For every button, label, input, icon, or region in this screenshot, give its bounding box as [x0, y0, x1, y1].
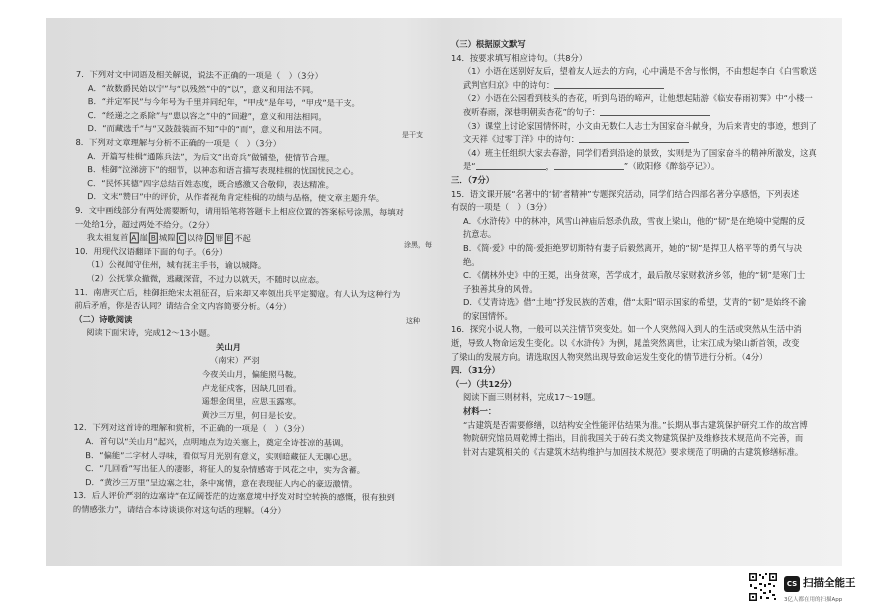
question-15: 15．语文课开展“名著中的‘韧’者精神”专题探究活动，同学们结合四部名著分享感悟，下列表述有误的一项是（ ）（3分）: [451, 188, 800, 213]
material-one-text: “古建筑是否需要修缮，以结构安全性能评估结果为准。”长期从事古建筑保护研究工作的故宫博物院研究馆员周乾博士指出，目前我国关于砖石类文物建筑保护及维修技术规范尚不完善，而针对古建筑相关的《古建筑木结构维护与加固技术规范》要求规范了明确的古建筑修缮标准。: [463, 419, 808, 457]
question-9: 9．文中画线部分有两处需要断句，请用铅笔将答题卡上相应位置的答案标号涂黑，每填对一处给1分，超过两处不给分。（2分）: [74, 204, 404, 230]
margin-note-3: 这种: [406, 317, 420, 325]
part-one-heading: （一）（共12分）: [451, 378, 517, 389]
question-14: 14．按要求填写相应诗句。（共8分）: [451, 52, 588, 63]
poem-line-2: 卢龙征戍客，因缺几回看。: [201, 382, 302, 394]
question-12: 12．下列对这首诗的理解和赏析，不正确的一项是（ ）（3分）: [73, 422, 310, 435]
q8-option-d: D．文末“赞曰”中的评价，从作者视角肯定桂楫的功绩与品格，使文章主题升华。: [87, 191, 385, 204]
q9-box-a: A: [129, 233, 138, 244]
q12-option-b: B．“偏能”二字材人寻味，看似写月光别有意义，实则暗藏征人无聊心思。: [85, 449, 357, 462]
poem-line-4: 黄沙三万里，何日是长安。: [201, 409, 302, 421]
q12-option-a: A．首句以“关山月”起兴，点明地点为边关塞上，奠定全诗苍凉的基调。: [85, 436, 349, 448]
q12-option-d: D．“黄沙三万里”呈边塞之壮，条中寓情，意在表现征人内心的豪迈激情。: [85, 476, 358, 489]
qr-code-icon: [748, 572, 778, 602]
reading-intro: 阅读下面三则材料，完成17～19题。: [463, 392, 601, 403]
left-column: [73, 68, 421, 519]
q9-box-d: D: [204, 233, 214, 244]
q14-item-1: （1）小语在送别好友后，望着友人远去的方向，心中满是不舍与怅惘，不由想起李白《白雪歌送武判官归京》中的诗句：: [463, 66, 817, 90]
question-13: 13．后人评价严羽的边塞诗“在辽阔苍茫的边塞意境中抒发对时空转换的感慨，很有独到的情感张力”，请结合本诗谈谈你对这句话的理解。（4分）: [72, 490, 395, 516]
q8-option-c: C．“民怀其德”四字总结百姓态度，既合感激又合敬仰，表达精准。: [87, 177, 334, 190]
q7-option-b: B．“并定军民”与今年号为千里并同纪年，“甲戌”是年号，“甲戌”是干支。: [87, 96, 360, 109]
q15-option-a: A．《水浒传》中的林冲，风雪山神庙后怒杀仇敌，雪夜上梁山，他的“韧”是在绝境中觉醒的反抗意志。: [463, 215, 806, 240]
camscanner-logo-icon: CS: [784, 576, 800, 592]
poetry-intro: 阅读下面宋诗，完成12～13小题。: [86, 327, 216, 339]
q9-box-c: C: [176, 233, 185, 244]
section-four-heading: 四．（31分）: [451, 365, 500, 376]
q14-item-2: （2）小语在公园看到枝头的杏花，听到鸟语的啼声，让他想起陆游《临安春雨初霁》中“小楼一夜听春雨，深巷明朝卖杏花”的句子：: [463, 93, 813, 117]
margin-note-1: 是干支: [402, 131, 423, 139]
question-7: 7．下列对文中词语及相关解说，说法不正确的一项是（ ）（3分）: [75, 68, 324, 81]
poem-author: （南宋）严羽: [209, 355, 260, 366]
brand-name: 扫描全能王: [803, 577, 856, 589]
q14-item-3: （3）课堂上讨论家国情怀时，小文由无数仁人志士为国家奋斗献身，为后来青史的事迹，想到了文天祥《过零丁洋》中的诗句：: [463, 120, 817, 145]
q9-box-b: B: [149, 233, 158, 244]
poem-line-1: 今夜关山月，偏能照马鞍。: [201, 368, 302, 380]
brand-tagline: 3亿人都在用的扫描App: [784, 597, 843, 603]
camscanner-watermark: [748, 572, 860, 608]
q10-item-2: （2）公抚掌众撤微，逃藏深营，不过力以就天，不随时以应态。: [86, 272, 325, 285]
section-three-heading: 三．（7分）: [451, 174, 495, 185]
right-column: [451, 38, 816, 459]
q15-option-c: C．《儒林外史》中的王冕，出身贫寒，苦学成才，最后散尽家财救济乡邻，他的“韧”是寒门士子独善其身的风骨。: [463, 270, 806, 294]
question-8: 8．下列对文章理解与分析不正确的一项是（ ）（3分）: [75, 136, 282, 149]
q14-item-4: （4）班主任组织大家去春游，同学们看到沿途的景致，实则是为了国家奋斗的精神所激发，这真是“ ， ”（欧阳修《醉翁亭记》）。: [463, 147, 817, 172]
q14-4-blank-a[interactable]: [476, 160, 546, 170]
scanned-exam-page: [46, 18, 842, 566]
q9-box-e: E: [224, 233, 233, 244]
material-one-label: 材料一：: [463, 406, 497, 417]
poetry-section-heading: （二）诗歌阅读: [74, 313, 133, 325]
q14-3-blank[interactable]: [579, 133, 689, 143]
q7-option-c: C．“经递之之系除”与“患以容之”中的“回避”，意义和用法相同。: [87, 109, 327, 122]
poem-line-3: 遥想金闺里，应思玉露寒。: [201, 396, 302, 407]
recitation-section-heading: （三）根据原文默写: [451, 39, 526, 49]
q14-1-blank[interactable]: [554, 79, 664, 89]
question-16: 16．探究小说人物，一般可以关注情节突变处。如一个人突然闯入到人的生活或突然从生活中消逝，导致人物命运发生变化。以《水浒传》为例，晁盖突然离世，让宋江成为梁山新首领，改变了梁山的发展方向。请选取因人物突然出现导致命运发生变化的情节进行分析。（4分）: [451, 324, 802, 362]
poem-title: 关山月: [216, 341, 241, 353]
q10-item-1: （1）公视闻守住州，城有抚主手书，谕以城降。: [86, 259, 267, 271]
question-10: 10．用现代汉语翻译下面的句子。（6分）: [74, 245, 228, 257]
q14-4-blank-b[interactable]: [554, 160, 624, 170]
q15-option-d: D．《艾青诗选》借“土地”抒发民族的苦难，借“太阳”昭示国家的希望，艾青的“韧”是始终不渝的家国情怀。: [463, 297, 807, 321]
margin-note-2: 涂黑，每: [404, 241, 432, 249]
q12-option-c: C．“几回看”写出征人的凄影，将征人的复杂情感寄于风花之中，实为含蓄。: [85, 463, 366, 476]
q9-sentence: 我太祖复首 A 崖 B 城隍 C 以待 D 罪 E 不起: [86, 232, 251, 244]
q8-option-a: A．开篇写桂楫“通陈兵法”，为后文“出奇兵”做铺垫，使情节合理。: [87, 150, 335, 163]
q7-option-a: A．“故数爵民始以宁”与“以残然”中的“以”，意义和用法不同。: [87, 82, 319, 95]
q8-option-b: B．桂御“泣涕滂下”的细节，以神态和语言描写表现桂楫的忧国忧民之心。: [87, 164, 359, 177]
q7-option-d: D．“而藏选千”与“又鼓鼓装而不知”中的“而”，意义和用法不同。: [87, 123, 328, 136]
q15-option-b: B．《简·爱》中的简·爱拒绝罗切斯特有妻子后毅然离开，她的“韧”是捍卫人格平等的勇气与决绝。: [463, 242, 802, 267]
q14-2-blank[interactable]: [600, 106, 710, 116]
question-11: 11．南唐灭亡后，桂御拒绝宋太祖征召，后来却又率领出兵平定蜀寇。有人认为这种行为前后矛盾，你是否认同？请结合全文内容简要分析。（4分）: [74, 286, 401, 312]
